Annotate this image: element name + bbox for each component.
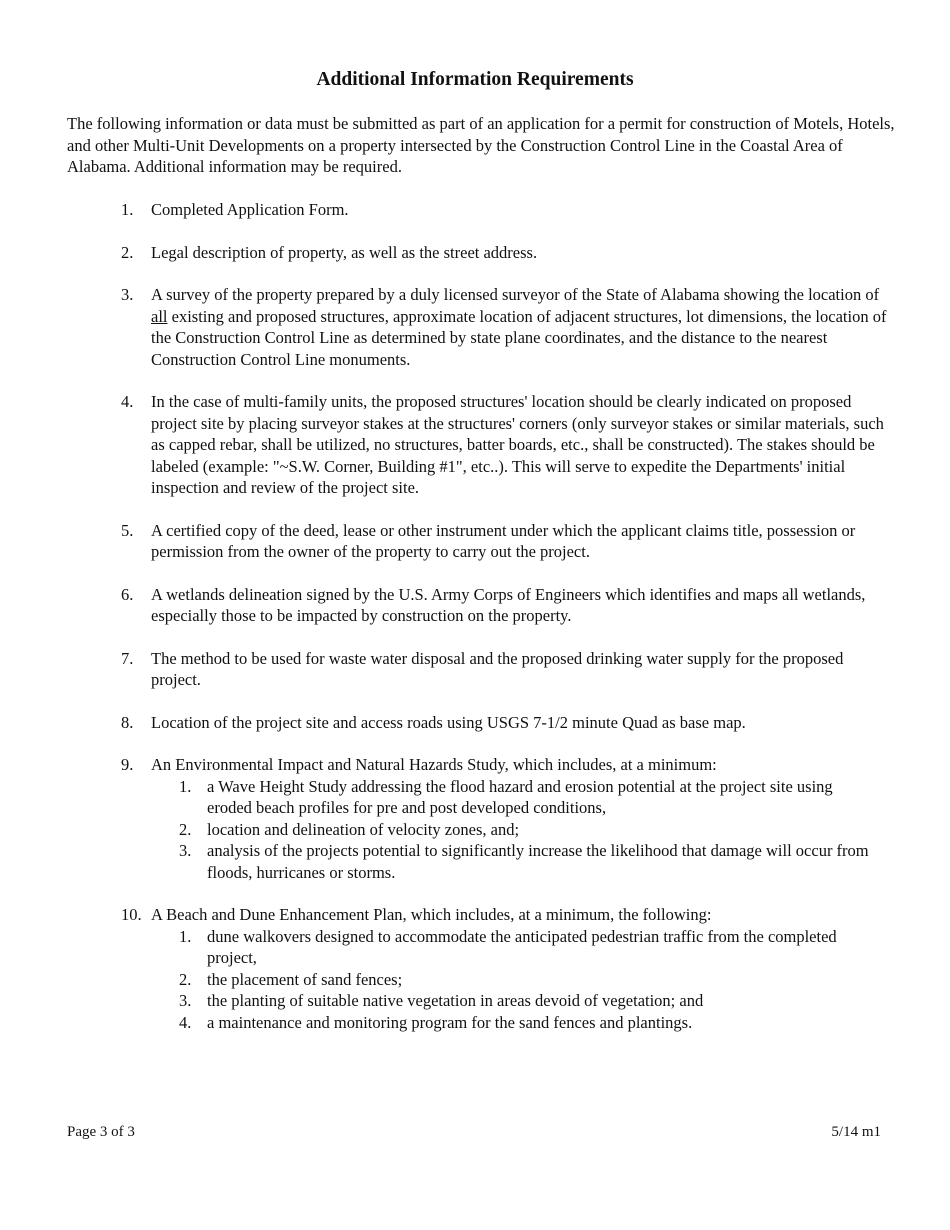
item-number: 4. — [121, 392, 134, 411]
item-text: The method to be used for waste water disposal and the proposed drinking water supply for the proposed project. — [151, 648, 844, 689]
item-number: 8. — [121, 712, 134, 732]
list-item — [0, 712, 889, 734]
underlined-word: all — [151, 306, 168, 326]
sub-list-item — [151, 1012, 877, 1034]
list-item — [0, 648, 889, 691]
item-text: A Beach and Dune Enhancement Plan, which includes, at a minimum, the following: — [151, 905, 712, 924]
item-text: Legal description of property, as well as the street address. — [151, 242, 538, 262]
list-item — [0, 754, 889, 883]
list-item — [0, 242, 889, 264]
sub-item-number: 1. — [179, 926, 192, 946]
sub-list-item — [151, 840, 877, 883]
list-item — [0, 520, 889, 563]
item-number: 2. — [121, 242, 134, 262]
list-item — [0, 584, 889, 627]
item-text: Completed Application Form. — [151, 200, 349, 219]
list-item — [0, 904, 889, 1033]
item-text-part: existing and proposed structures, approximate location of adjacent structures, lot dimensions, the location of the Construction Control Line as determined by state plane coordinates, and the distance to the nearest Construction Control Line monuments. — [151, 306, 887, 369]
sub-item-number: 4. — [179, 1012, 192, 1032]
item-text: A wetlands delineation signed by the U.S. Army Corps of Engineers which identifies and maps all wetlands, especially those to be impacted by construction on the property. — [151, 584, 866, 625]
sub-item-number: 2. — [179, 969, 192, 989]
sub-item-text: the placement of sand fences; — [207, 969, 403, 989]
item-text: A certified copy of the deed, lease or other instrument under which the applicant claims title, possession or permission from the owner of the property to carry out the project. — [151, 520, 856, 561]
sub-item-number: 2. — [179, 819, 192, 839]
requirements-list — [0, 199, 950, 1054]
item-number: 6. — [121, 584, 134, 604]
sub-list-item — [151, 819, 877, 841]
sub-item-text: location and delineation of velocity zones, and; — [207, 819, 520, 839]
item-number: 1. — [121, 200, 134, 219]
item-text: In the case of multi-family units, the proposed structures' location should be clearly indicated on proposed project site by placing surveyor stakes at the structures' corners (only surveyor stakes or similar materials, such as capped rebar, shall be utilized, no structures, batter boards, etc., shall be constructed). The stakes should be labeled (example: "~S.W. Corner, Building #1", etc..). This will serve to expedite the Departments' initial inspection and review of the project site. — [151, 392, 884, 497]
sub-item-text: analysis of the projects potential to significantly increase the likelihood that damage will occur from floods, hurricanes or storms. — [207, 841, 869, 882]
sub-list — [151, 926, 889, 1034]
sub-list — [151, 776, 889, 884]
sub-item-text: a Wave Height Study addressing the flood hazard and erosion potential at the project site using eroded beach profiles for pre and post developed conditions, — [207, 776, 833, 817]
sub-item-number: 3. — [179, 841, 192, 860]
sub-item-text: a maintenance and monitoring program for the sand fences and plantings. — [207, 1012, 693, 1032]
page-number: Page 3 of 3 — [67, 1124, 135, 1140]
intro-paragraph: The following information or data must be submitted as part of an application for a permit for construction of Motels, Hotels, and other Multi-Unit Developments on a property intersected by the Construction Control Line in the Coastal Area of Alabama. Additional information may be required. — [67, 114, 895, 176]
item-text: Location of the project site and access roads using USGS 7-1/2 minute Quad as base map. — [151, 712, 746, 732]
item-number: 3. — [121, 285, 134, 304]
item-text-part: A survey of the property prepared by a duly licensed surveyor of the State of Alabama showing the location of — [151, 285, 880, 304]
revision-code: 5/14 m1 — [831, 1124, 881, 1140]
page-title: Additional Information Requirements — [316, 69, 634, 90]
item-number: 9. — [121, 755, 134, 774]
list-item — [0, 199, 889, 221]
item-text — [151, 285, 886, 369]
list-item — [0, 284, 889, 370]
sub-item-number: 1. — [179, 776, 192, 796]
sub-item-text: the planting of suitable native vegetation in areas devoid of vegetation; and — [207, 991, 704, 1010]
sub-list-item — [151, 926, 877, 969]
sub-item-text: dune walkovers designed to accommodate the anticipated pedestrian traffic from the completed project, — [207, 926, 837, 967]
item-number: 10. — [121, 905, 142, 924]
sub-list-item — [151, 969, 877, 991]
sub-list-item — [151, 990, 877, 1012]
item-number: 7. — [121, 648, 134, 668]
list-item — [0, 391, 889, 499]
item-number: 5. — [121, 520, 134, 540]
item-text: An Environmental Impact and Natural Hazards Study, which includes, at a minimum: — [151, 755, 717, 774]
sub-item-number: 3. — [179, 991, 192, 1010]
sub-list-item — [151, 776, 877, 819]
